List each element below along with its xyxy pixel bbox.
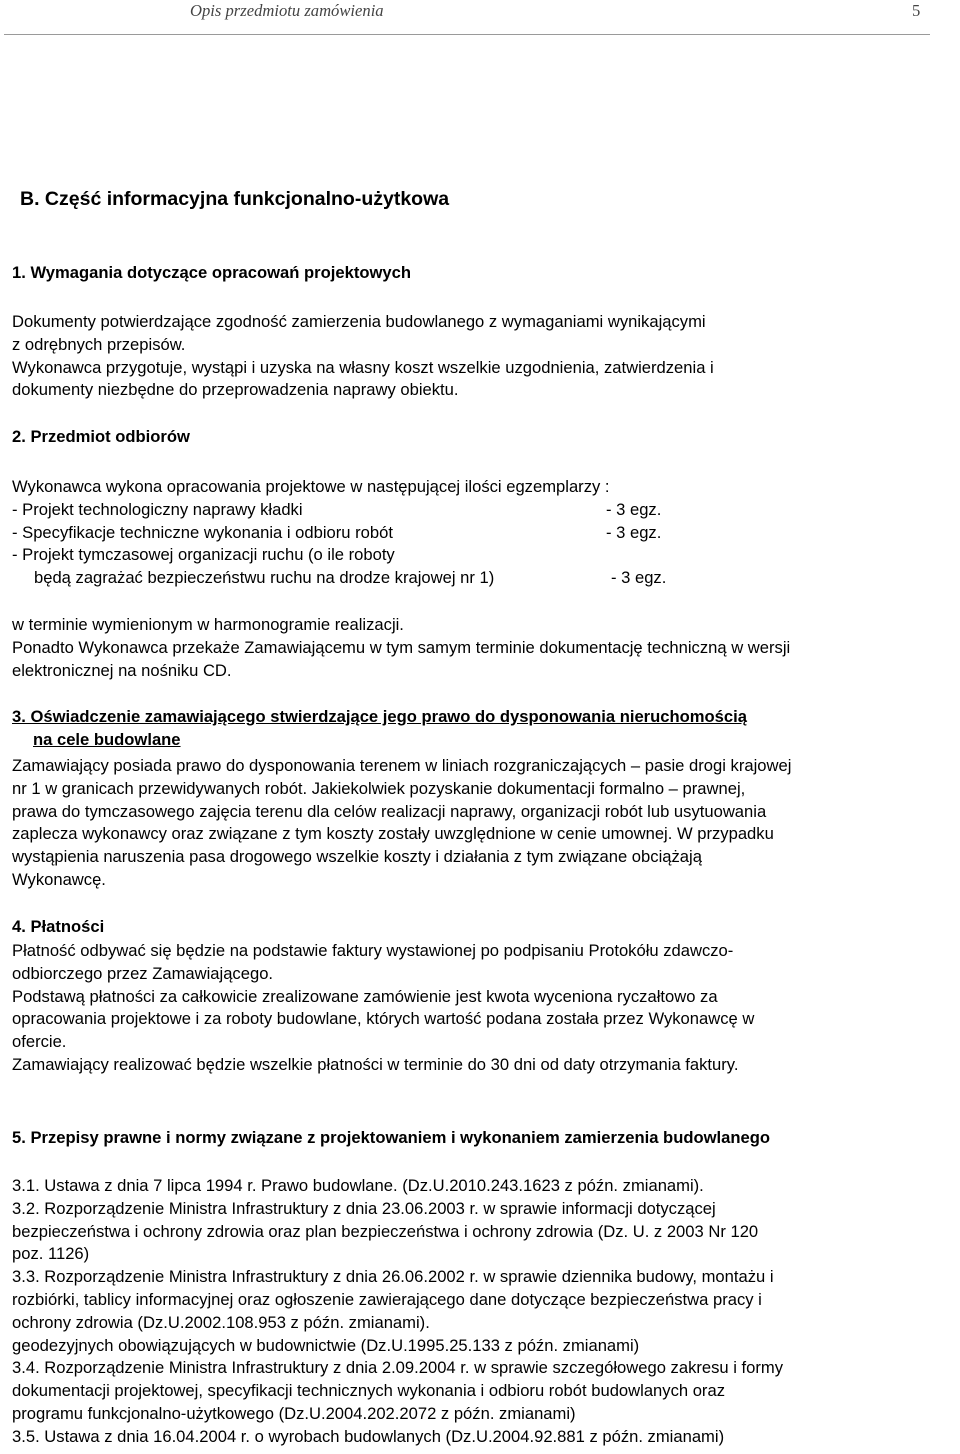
part-heading: B. Część informacyjna funkcjonalno-użytkowa: [20, 188, 450, 210]
paragraph-line: odbiorczego przez Zamawiającego.: [12, 963, 274, 983]
reference-line: geodezyjnych obowiązujących w budownictwie (Dz.U.1995.25.133 z późn. zmianami): [12, 1335, 640, 1355]
reference-line: dokumentacji projektowej, specyfikacji technicznych wykonania i odbioru robót budowlanych oraz: [12, 1381, 725, 1401]
header-page-number: 5: [912, 1, 921, 20]
section-4-heading: 4. Płatności: [12, 917, 105, 936]
running-header: [0, 0, 960, 38]
reference-line: poz. 1126): [12, 1244, 90, 1264]
reference-line: 3.1. Ustawa z dnia 7 lipca 1994 r. Prawo budowlane. (Dz.U.2010.243.1623 z późn. zmianami).: [12, 1176, 704, 1195]
list-item: [12, 499, 958, 522]
section-1-body: [12, 311, 958, 402]
section-3-heading: [12, 706, 958, 752]
section-5-body: [12, 1175, 958, 1449]
paragraph-line: dokumenty niezbędne do przeprowadzenia naprawy obiektu.: [12, 380, 459, 400]
paragraph-line: Podstawą płatności za całkowicie zrealizowane zamówienie jest kwota wyceniona ryczałtowo za: [12, 986, 718, 1006]
list-item-qty: - 3 egz.: [606, 522, 662, 542]
paragraph-line: ofercie.: [12, 1032, 67, 1052]
section-3-body: [12, 755, 958, 892]
section-4-body: [12, 940, 958, 1077]
paragraph-line: Wykonawcę.: [12, 869, 106, 889]
reference-line: 3.5. Ustawa z dnia 16.04.2004 r. o wyrobach budowlanych (Dz.U.2004.92.881 z późn. zmianami): [12, 1426, 725, 1446]
paragraph-line: nr 1 w granicach przewidywanych robót. Jakiekolwiek pozyskanie dokumentacji formalno – prawnej,: [12, 778, 746, 798]
section-3-heading-line: 3. Oświadczenie zamawiającego stwierdzające jego prawo do dysponowania nieruchomością: [12, 707, 747, 726]
reference-line: rozbiórki, tablicy informacyjnej oraz ogłoszenie zawierającego dane dotyczące bezpieczeństwa pracy i: [12, 1289, 762, 1309]
reference-line: 3.2. Rozporządzenie Ministra Infrastruktury z dnia 23.06.2003 r. w sprawie informacji dotyczącej: [12, 1198, 716, 1218]
list-item-label: - Projekt technologiczny naprawy kładki: [12, 499, 303, 519]
list-item-label: - Projekt tymczasowej organizacji ruchu (o ile roboty: [12, 545, 395, 565]
paragraph-line: zaplecza wykonawcy oraz związane z tym koszty zostały uwzględnione w cenie umownej. W przypadku: [12, 824, 774, 844]
paragraph-line: Wykonawca przygotuje, wystąpi i uzyska na własny koszt wszelkie uzgodnienia, zatwierdzenia i: [12, 357, 714, 377]
list-item-qty: - 3 egz.: [611, 568, 667, 588]
reference-line: ochrony zdrowia (Dz.U.2002.108.953 z późn. zmianami).: [12, 1312, 430, 1332]
reference-line: 3.3. Rozporządzenie Ministra Infrastruktury z dnia 26.06.2002 r. w sprawie dziennika budowy, montażu i: [12, 1267, 774, 1287]
list-item-label: - Specyfikacje techniczne wykonania i odbioru robót: [12, 522, 393, 542]
list-item-continuation: [12, 567, 958, 590]
section-2-heading: 2. Przedmiot odbiorów: [12, 427, 190, 446]
paragraph-line: Dokumenty potwierdzające zgodność zamierzenia budowlanego z wymaganiami wynikającymi: [12, 312, 706, 331]
header-rule: [4, 34, 930, 35]
paragraph-line: z odrębnych przepisów.: [12, 334, 186, 354]
section-2-body: [12, 476, 958, 590]
reference-line: programu funkcjonalno-użytkowego (Dz.U.2004.202.2072 z późn. zmianami): [12, 1403, 576, 1423]
paragraph-line: prawa do tymczasowego zajęcia terenu dla celów realizacji naprawy, organizacji robót lub usytuowania: [12, 801, 767, 821]
reference-line: 3.4. Rozporządzenie Ministra Infrastruktury z dnia 2.09.2004 r. w sprawie szczegółowego zakresu i formy: [12, 1358, 784, 1378]
section-1-heading: 1. Wymagania dotyczące opracowań projektowych: [12, 263, 411, 282]
paragraph-line: Zamawiający posiada prawo do dysponowania terenem w liniach rozgraniczających – pasie drogi krajowej: [12, 756, 792, 775]
list-item-label: będą zagrażać bezpieczeństwu ruchu na drodze krajowej nr 1): [34, 568, 495, 588]
list-item-qty: - 3 egz.: [606, 499, 662, 519]
paragraph-line: Ponadto Wykonawca przekaże Zamawiającemu w tym samym terminie dokumentację techniczną w wersji: [12, 637, 791, 657]
paragraph-line: Zamawiający realizować będzie wszelkie płatności w terminie do 30 dni od daty otrzymania faktury.: [12, 1054, 739, 1074]
paragraph-line: w terminie wymienionym w harmonogramie realizacji.: [12, 615, 404, 634]
paragraph-line: Płatność odbywać się będzie na podstawie faktury wystawionej po podpisaniu Protokółu zdawczo-: [12, 941, 734, 960]
paragraph-line: wystąpienia naruszenia pasa drogowego wszelkie koszty i działania z tym związane obciążają: [12, 847, 702, 867]
list-item: [12, 544, 958, 567]
paragraph-line: elektronicznej na nośniku CD.: [12, 660, 232, 680]
header-title: Opis przedmiotu zamówienia: [190, 1, 384, 20]
paragraph-line: opracowania projektowe i za roboty budowlane, których wartość podana została przez Wykonawcę w: [12, 1009, 755, 1029]
section-2-after: [12, 614, 958, 682]
section-5-heading: 5. Przepisy prawne i normy związane z projektowaniem i wykonaniem zamierzenia budowlanego: [12, 1128, 770, 1147]
list-item: [12, 522, 958, 545]
reference-line: bezpieczeństwa i ochrony zdrowia oraz plan bezpieczeństwa i ochrony zdrowia (Dz. U. z 2003 Nr 120: [12, 1221, 759, 1241]
section-3-heading-line: na cele budowlane: [33, 729, 181, 749]
paragraph-line: Wykonawca wykona opracowania projektowe w następującej ilości egzemplarzy :: [12, 477, 610, 496]
